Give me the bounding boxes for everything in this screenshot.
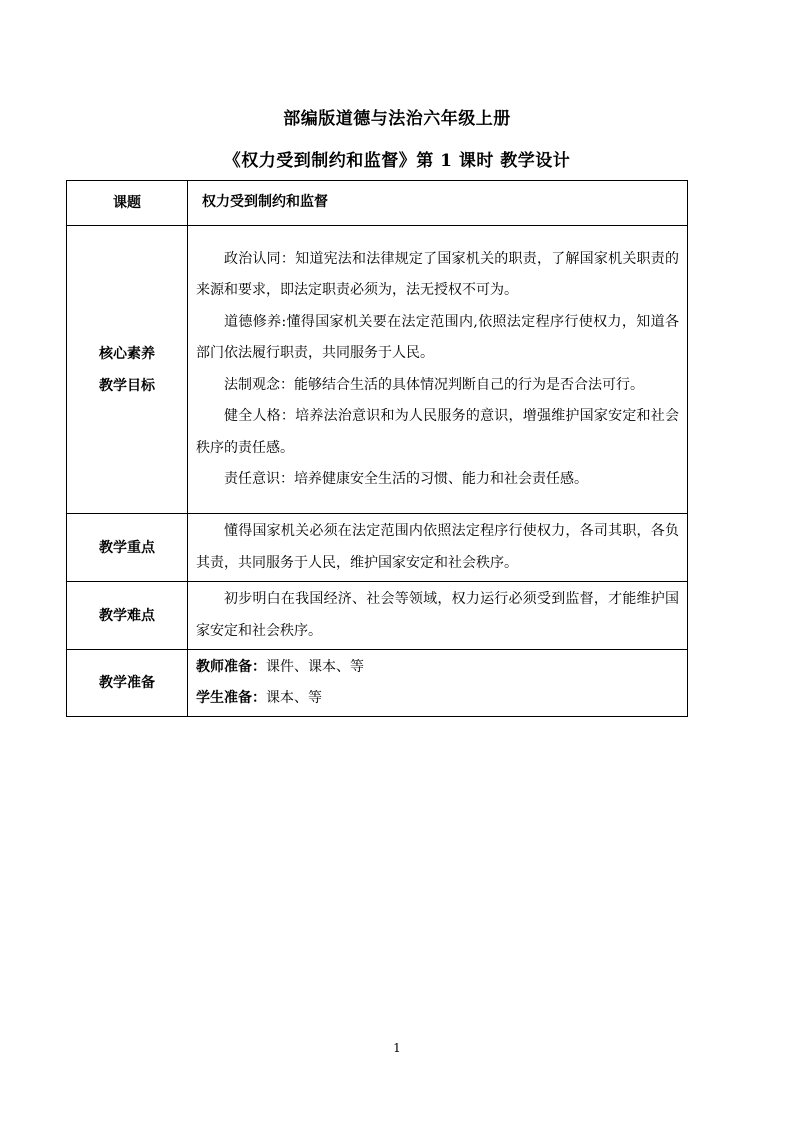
teacher-preparation-label: 教师准备： <box>196 659 266 675</box>
document-subtitle: 《权力受到制约和监督》第 1 课时 教学设计 <box>223 151 571 171</box>
student-preparation-value: 课本、等 <box>266 690 322 706</box>
key-points-text: 懂得国家机关必须在法定范围内依照法定程序行使权力，各司其职，各负其责，共同服务于人民，维护国家安定和社会秩序。 <box>196 523 679 571</box>
key-points-label: 教学重点 <box>67 514 188 582</box>
difficulties-content <box>188 582 688 650</box>
table-row-preparation <box>67 650 688 717</box>
page-number: 1 <box>393 1041 401 1055</box>
difficulties-label: 教学难点 <box>67 582 188 650</box>
table-row-key-points <box>67 514 688 582</box>
goal-item: 政治认同：知道宪法和法律规定了国家机关的职责，了解国家机关职责的来源和要求，即法定职责必须为，法无授权不可为。 <box>196 250 679 298</box>
goal-item: 责任意识：培养健康安全生活的习惯、能力和社会责任感。 <box>224 471 588 487</box>
teacher-preparation <box>196 652 679 683</box>
topic-label: 课题 <box>67 181 188 226</box>
table-row-difficulties <box>67 582 688 650</box>
lesson-plan-table <box>66 180 688 717</box>
goals-content <box>188 226 688 514</box>
goal-item: 道德修养:懂得国家机关要在法定范围内,依照法定程序行使权力，知道各部门依法履行职责，共同服务于人民。 <box>196 313 679 361</box>
student-preparation <box>196 683 679 714</box>
goal-item: 健全人格：培养法治意识和为人民服务的意识，增强维护国家安定和社会秩序的责任感。 <box>196 408 679 456</box>
difficulties-text: 初步明白在我国经济、社会等领域，权力运行必须受到监督，才能维护国家安定和社会秩序。 <box>196 591 679 639</box>
teacher-preparation-value: 课件、课本、等 <box>266 659 364 675</box>
student-preparation-label: 学生准备： <box>196 690 266 706</box>
goals-label-line1: 核心素养 <box>99 345 155 362</box>
goals-label <box>67 226 188 514</box>
table-row-goals <box>67 226 688 514</box>
table-row-topic <box>67 181 688 226</box>
preparation-label: 教学准备 <box>67 650 188 717</box>
topic-value: 权力受到制约和监督 <box>188 181 688 226</box>
goal-item: 法制观念：能够结合生活的具体情况判断自己的行为是否合法可行。 <box>224 376 644 393</box>
goals-label-line2: 教学目标 <box>99 377 155 394</box>
key-points-content <box>188 514 688 582</box>
document-title: 部编版道德与法治六年级上册 <box>283 109 511 129</box>
preparation-content <box>188 650 688 717</box>
